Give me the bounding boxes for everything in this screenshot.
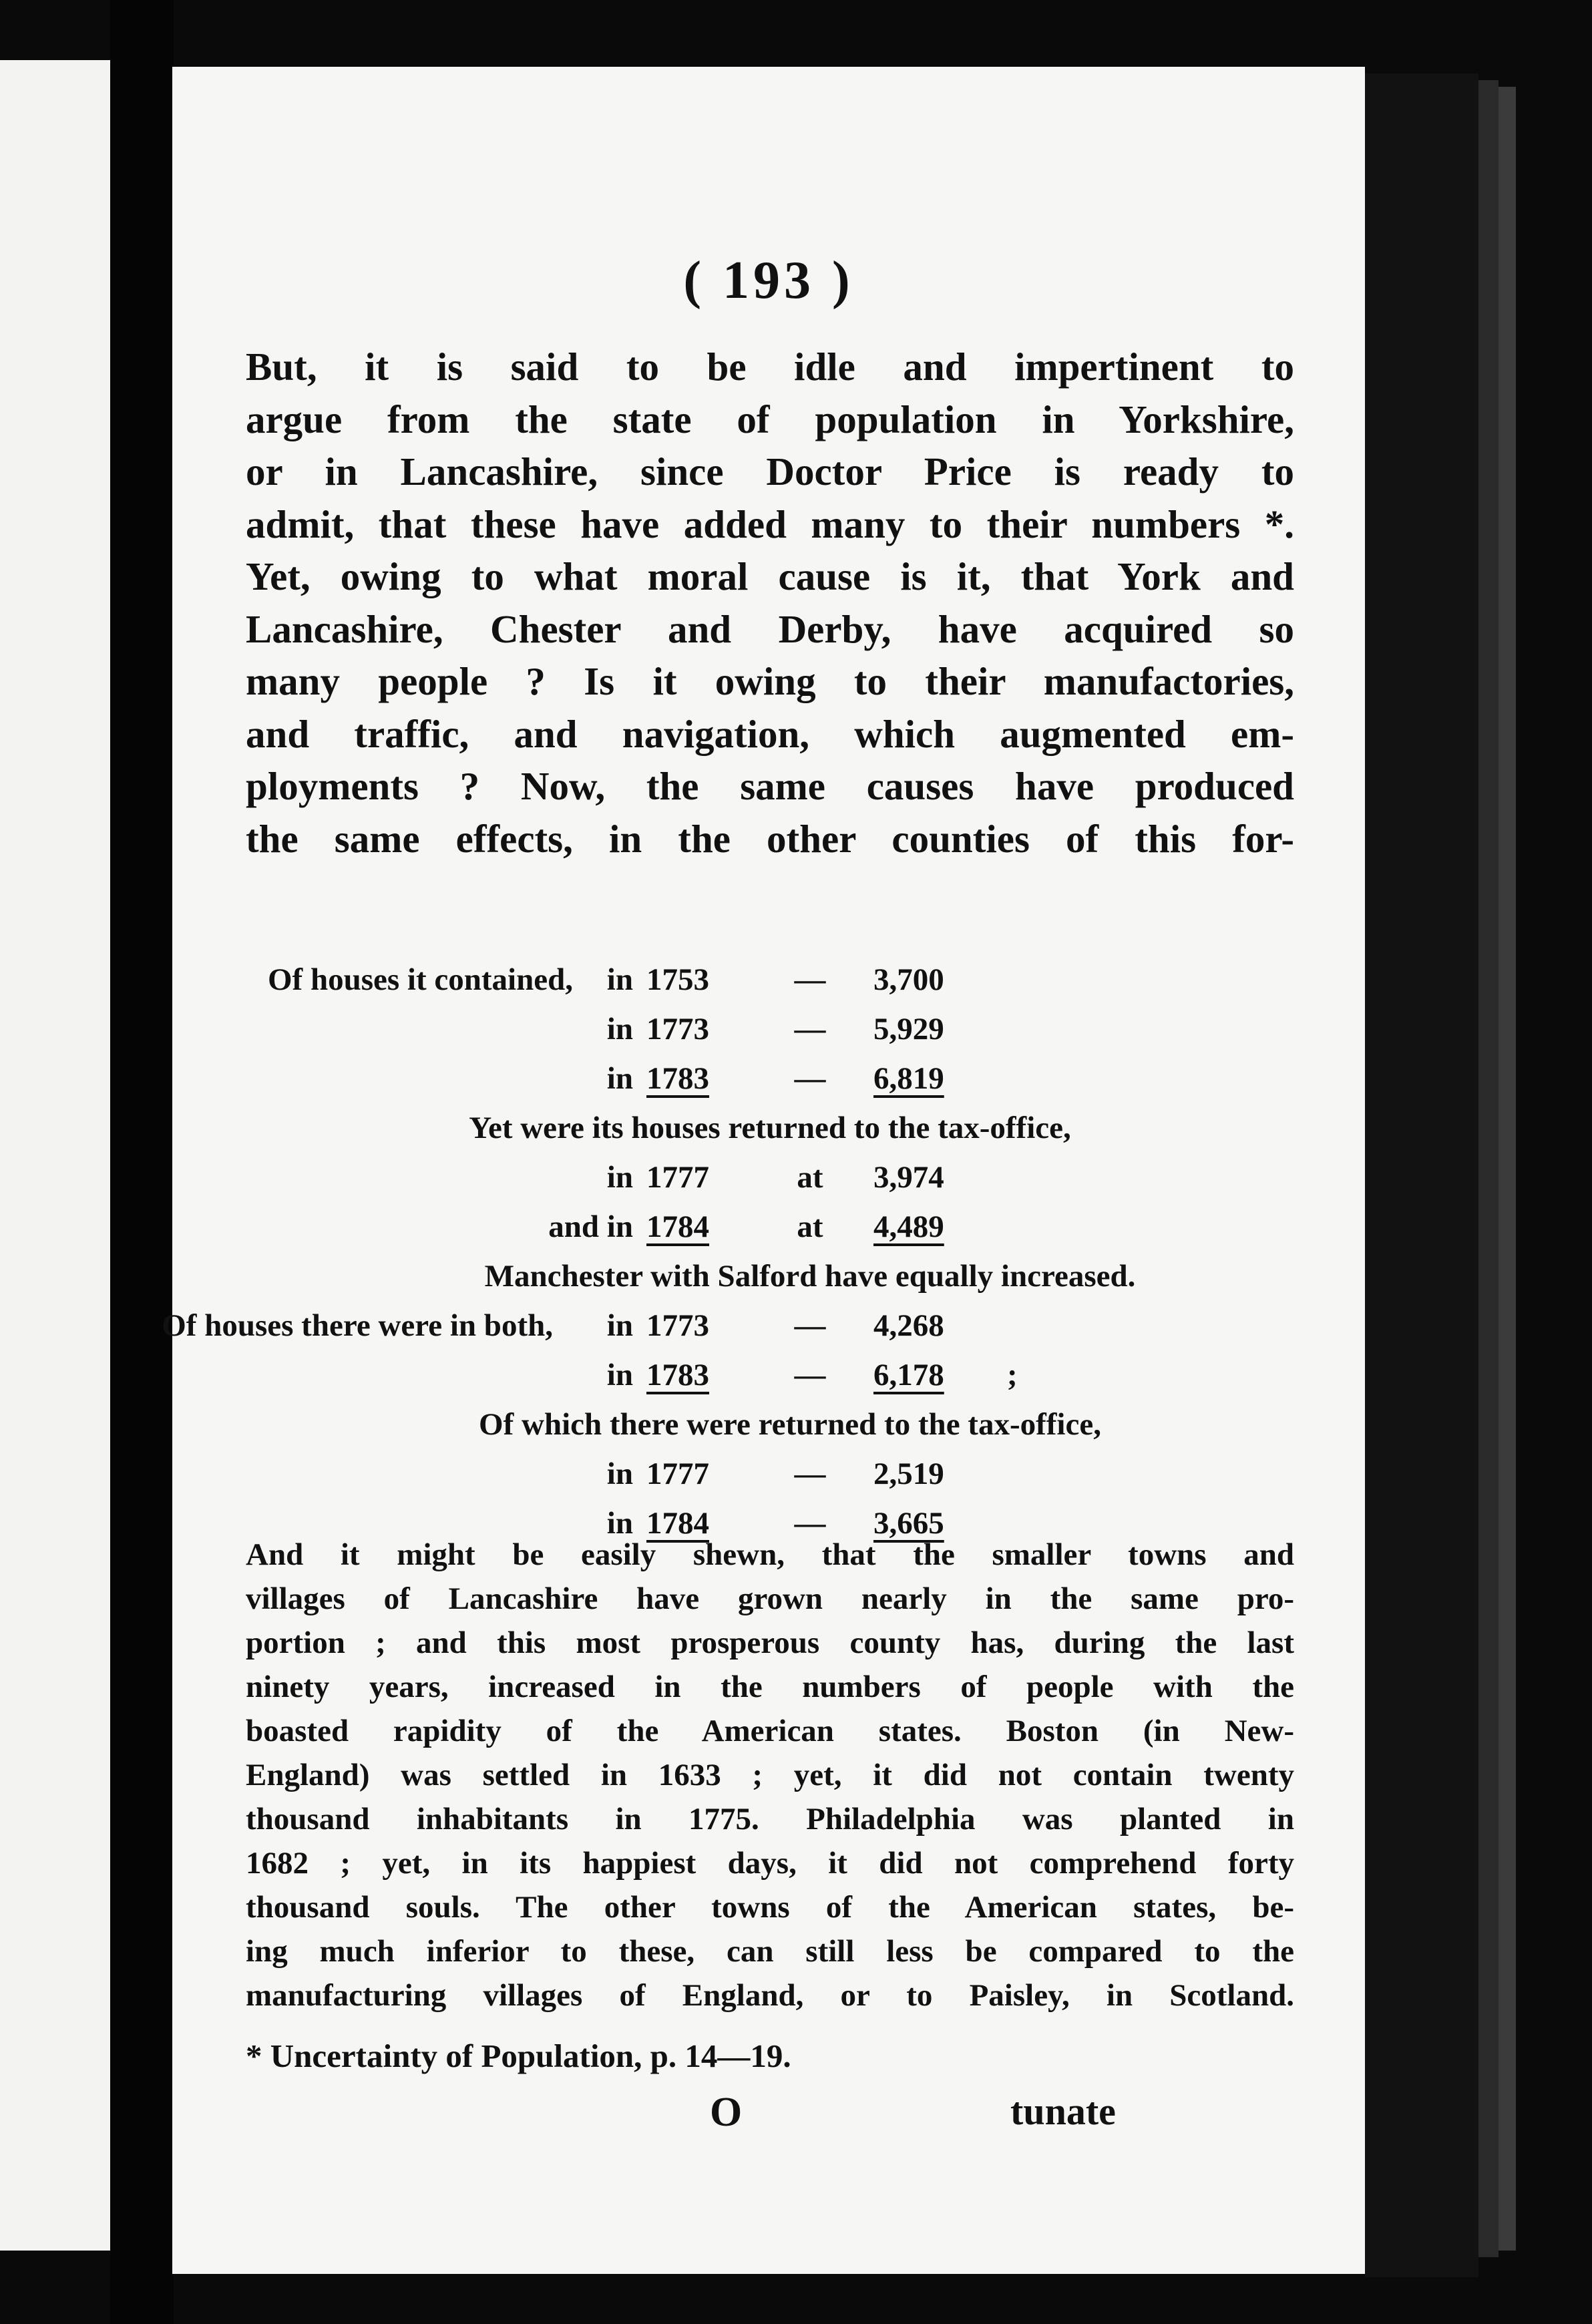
book-edge-inner [1478,80,1499,2257]
text-line: manufacturing villages of England, or to Paisley, in Scotland. [246,1978,1294,2013]
text-line: and traffic, and navigation, which augmented em- [246,711,1294,756]
row-value: 3,665 [873,1506,944,1541]
row-year: 1784 [646,1209,709,1244]
table-row [246,1449,1294,1499]
text-line: portion ; and this most prosperous county has, during the last [246,1625,1294,1660]
row-year: 1777 [646,1160,709,1195]
book-edge [1365,73,1478,2277]
row-separator: — [794,1506,826,1541]
table-row [246,1202,1294,1251]
row-separator: at [797,1160,823,1195]
row-prefix: and in [548,1209,633,1244]
row-prefix: in [606,1160,633,1195]
table-row [246,1054,1294,1103]
row-prefix: in [606,1012,633,1046]
row-prefix: in [606,962,633,997]
text-line: thousand inhabitants in 1775. Philadelphia was planted in [246,1802,1294,1836]
text-line: boasted rapidity of the American states. Boston (in New- [246,1714,1294,1748]
table-row [246,1350,1294,1400]
text-line: many people ? Is it owing to their manufactories, [246,659,1294,703]
row-year: 1777 [646,1457,709,1491]
row-prefix: in [606,1308,633,1343]
table-row [246,1004,1294,1054]
row-value: 6,178 [873,1358,944,1392]
table-row [246,1153,1294,1202]
row-value: 3,974 [873,1160,944,1195]
text-line: argue from the state of population in Yorkshire, [246,397,1294,441]
table-row [246,955,1294,1004]
text-line: ing much inferior to these, can still less be compared to the [246,1934,1294,1969]
catchword: tunate [1010,2090,1116,2133]
row-separator: — [794,962,826,997]
row-separator: — [794,1457,826,1491]
row-separator: — [794,1061,826,1096]
row-separator: — [794,1308,826,1343]
row-value: 4,489 [873,1209,944,1244]
row-value: 5,929 [873,1012,944,1046]
row-separator: — [794,1012,826,1046]
text-line: And it might be easily shewn, that the smaller towns and [246,1537,1294,1572]
table-heading: Manchester with Salford have equally increased. [484,1259,1136,1294]
row-year: 1783 [646,1358,709,1392]
signature-mark: O [710,2090,743,2135]
paragraph-1 [246,341,1294,865]
text-line: admit, that these have added many to their numbers *. [246,502,1294,546]
row-value: 2,519 [873,1457,944,1491]
text-line: ployments ? Now, the same causes have produced [246,764,1294,808]
text-line: Yet, owing to what moral cause is it, that York and [246,554,1294,598]
row-prefix: in [606,1506,633,1541]
row-prefix: in [606,1358,633,1392]
text-line: the same effects, in the other counties of this for- [246,816,1294,861]
row-tail: ; [1007,1358,1018,1392]
book-edge-outer [1499,87,1516,2251]
footnote: * Uncertainty of Population, p. 14—19. [246,2038,791,2074]
table-heading: Yet were its houses returned to the tax-office, [469,1111,1071,1145]
population-tables [162,955,1294,1548]
row-year: 1773 [646,1012,709,1046]
row-label: Of houses it contained, [268,962,573,997]
text-line: or in Lancashire, since Doctor Price is ready to [246,449,1294,494]
book-gutter [110,0,174,2324]
row-separator: at [797,1209,823,1244]
text-line: 1682 ; yet, in its happiest days, it did not comprehend forty [246,1846,1294,1881]
paragraph-2 [246,1533,1294,2017]
table-heading: Of which there were returned to the tax-office, [479,1407,1101,1442]
facing-page-edge [0,60,110,2251]
table-heading-row [246,1251,1294,1301]
row-value: 4,268 [873,1308,944,1343]
text-line: thousand souls. The other towns of the American states, be- [246,1890,1294,1925]
text-line: villages of Lancashire have grown nearly in the same pro- [246,1581,1294,1616]
page-number: ( 193 ) [683,251,854,310]
row-year: 1784 [646,1506,709,1541]
text-line: ninety years, increased in the numbers of people with the [246,1670,1294,1704]
row-year: 1753 [646,962,709,997]
row-value: 3,700 [873,962,944,997]
table-row [162,1301,1294,1350]
row-year: 1783 [646,1061,709,1096]
text-line: Lancashire, Chester and Derby, have acquired so [246,606,1294,651]
table-heading-row [246,1400,1294,1449]
row-prefix: in [606,1061,633,1096]
book-page [162,67,1365,2274]
row-year: 1773 [646,1308,709,1343]
row-value: 6,819 [873,1061,944,1096]
row-label: Of houses there were in both, [162,1308,553,1343]
text-line: But, it is said to be idle and impertinent to [246,345,1294,389]
row-prefix: in [606,1457,633,1491]
row-separator: — [794,1358,826,1392]
text-line: England) was settled in 1633 ; yet, it did not contain twenty [246,1758,1294,1792]
table-heading-row [246,1103,1294,1153]
